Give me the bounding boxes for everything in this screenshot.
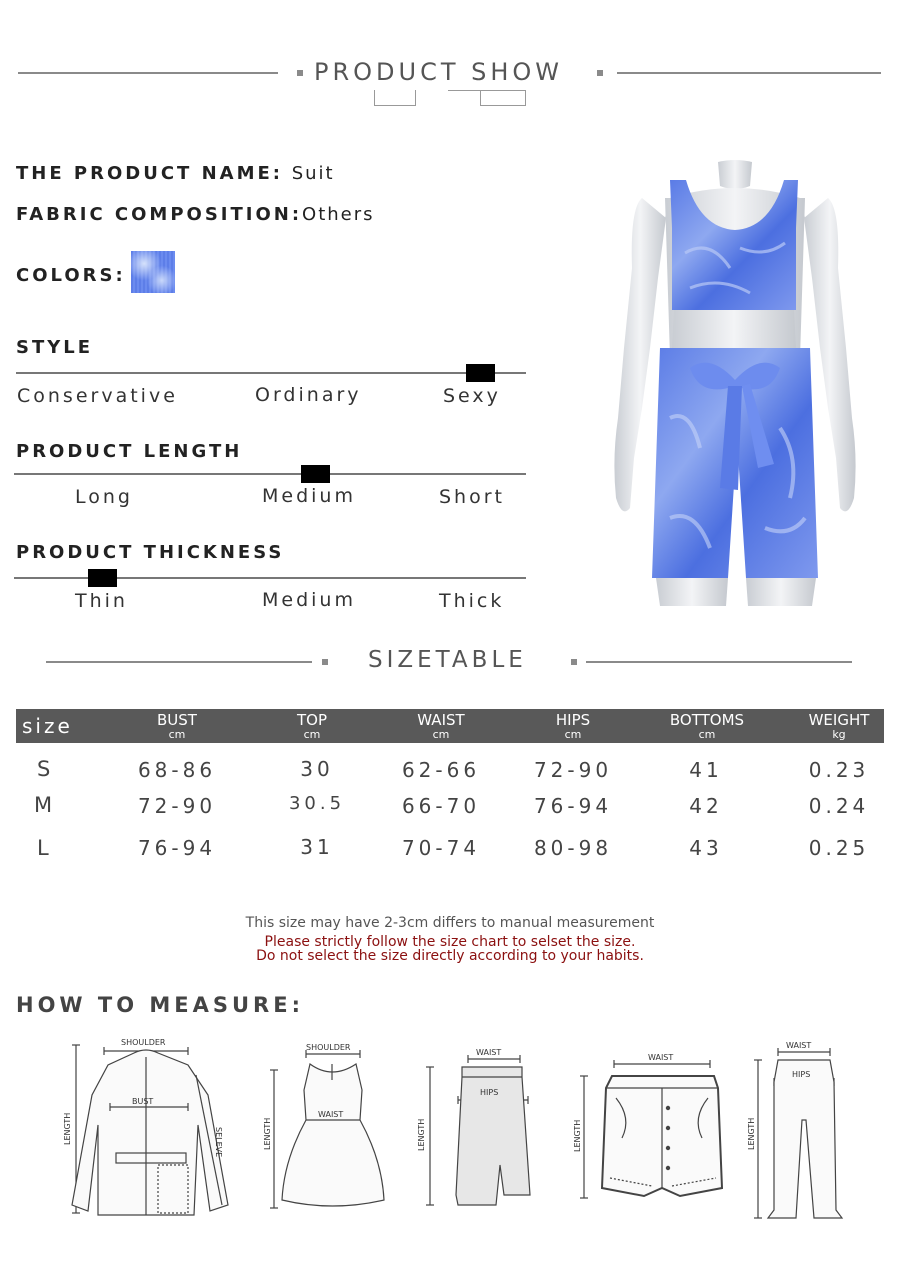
shorts-length-label: LENGTH	[573, 1119, 582, 1152]
shorts-waist-label: WAIST	[648, 1053, 674, 1062]
size-s-top: 30	[300, 757, 334, 781]
warning-note-1: Please strictly follow the size chart to selset the size.	[264, 934, 636, 950]
dress-length-label: LENGTH	[263, 1117, 272, 1150]
size-row-label-m: M	[34, 793, 53, 817]
length-label-short: Short	[439, 486, 505, 508]
colors-row	[16, 265, 126, 286]
pants-hips-label: HIPS	[792, 1070, 811, 1079]
dress-waist-label: WAIST	[318, 1110, 344, 1119]
length-label-medium: Medium	[262, 485, 356, 507]
header-dot-left	[297, 70, 303, 76]
column-header-bust-name: BUST	[157, 711, 197, 729]
column-header-top	[272, 709, 352, 741]
size-l-hips: 80-98	[533, 836, 613, 860]
size-column-header: size	[22, 714, 73, 738]
style-title: STYLE	[16, 337, 94, 358]
style-label-sexy: Sexy	[443, 385, 501, 407]
skirt-hips-label: HIPS	[480, 1088, 499, 1097]
sizetable-dot-right	[571, 659, 577, 665]
length-scale-line	[14, 473, 526, 475]
header-dot-right	[597, 70, 603, 76]
jacket-sleeve-label: SELEVE	[214, 1127, 223, 1158]
size-s-hips: 72-90	[533, 758, 613, 782]
header-deco-box-left	[374, 90, 416, 106]
fabric-row	[16, 204, 375, 225]
header-deco-line	[448, 90, 480, 91]
length-scale-marker	[301, 465, 330, 483]
jacket-length-label: LENGTH	[63, 1112, 72, 1145]
thickness-label-thick: Thick	[439, 590, 505, 612]
product-name-row	[16, 163, 335, 184]
product-show-title: PRODUCT SHOW	[314, 58, 564, 86]
skirt-measure-diagram	[412, 1045, 542, 1215]
fabric-value: Others	[302, 204, 375, 225]
size-m-top: 30.5	[288, 793, 346, 814]
jacket-bust-label: BUST	[132, 1097, 154, 1106]
column-header-bust-unit: cm	[168, 728, 186, 741]
column-header-hips-name: HIPS	[555, 711, 591, 729]
column-header-top-name: TOP	[296, 711, 327, 729]
thickness-label-thin: Thin	[75, 590, 128, 612]
column-header-bottoms	[657, 709, 757, 741]
column-header-bottoms-name: BOTTOMS	[669, 711, 745, 729]
size-row-label-s: S	[37, 757, 51, 781]
column-header-hips-unit: cm	[564, 728, 582, 741]
size-l-weight: 0.25	[808, 836, 870, 860]
size-l-bottoms: 43	[689, 836, 723, 860]
style-label-conservative: Conservative	[17, 385, 178, 407]
header-deco-box-right	[480, 90, 526, 106]
product-name-label: THE PRODUCT NAME:	[16, 163, 283, 184]
how-to-measure-title: HOW TO MEASURE:	[16, 993, 304, 1017]
skirt-length-label: LENGTH	[417, 1118, 426, 1151]
product-name-value: Suit	[291, 163, 335, 184]
color-swatch-blue-tie-dye[interactable]	[131, 251, 175, 293]
product-thickness-title: PRODUCT THICKNESS	[16, 542, 285, 563]
product-length-title: PRODUCT LENGTH	[16, 441, 243, 462]
warning-note-2: Do not select the size directly according to your habits.	[256, 948, 644, 964]
column-header-weight-unit: kg	[832, 728, 846, 741]
column-header-bust	[137, 709, 217, 741]
shorts-measure-diagram	[572, 1048, 742, 1203]
header-line-left	[18, 72, 278, 74]
size-m-bottoms: 42	[689, 794, 723, 818]
column-header-top-unit: cm	[303, 728, 321, 741]
measurement-note: This size may have 2-3cm differs to manual measurement	[245, 915, 655, 931]
size-m-bust: 72-90	[137, 794, 217, 818]
column-header-weight	[799, 709, 879, 741]
dress-shoulder-label: SHOULDER	[306, 1043, 351, 1052]
product-photo-mannequin	[600, 158, 870, 608]
style-scale-marker	[466, 364, 495, 382]
style-scale-line	[16, 372, 526, 374]
dress-measure-diagram	[262, 1040, 392, 1215]
fabric-label: FABRIC COMPOSITION:	[16, 204, 303, 225]
jacket-shoulder-label: SHOULDER	[121, 1038, 166, 1047]
size-m-weight: 0.24	[808, 794, 870, 818]
jacket-measure-diagram	[58, 1035, 238, 1220]
sizetable-line-left	[46, 661, 312, 663]
size-l-waist: 70-74	[401, 836, 481, 860]
thickness-label-medium: Medium	[262, 589, 356, 611]
length-label-long: Long	[75, 486, 133, 508]
column-header-bottoms-unit: cm	[698, 728, 716, 741]
header-line-right	[617, 72, 881, 74]
column-header-waist-unit: cm	[432, 728, 450, 741]
skirt-waist-label: WAIST	[476, 1048, 502, 1057]
sizetable-dot-left	[322, 659, 328, 665]
size-l-top: 31	[300, 835, 334, 859]
size-s-waist: 62-66	[401, 758, 481, 782]
column-header-weight-name: WEIGHT	[808, 711, 870, 729]
size-s-bust: 68-86	[137, 758, 217, 782]
column-header-waist	[401, 709, 481, 741]
size-s-weight: 0.23	[808, 758, 870, 782]
column-header-waist-name: WAIST	[417, 711, 465, 729]
colors-label: COLORS:	[16, 265, 126, 286]
thickness-scale-marker	[88, 569, 117, 587]
pants-length-label: LENGTH	[747, 1117, 756, 1150]
pants-waist-label: WAIST	[786, 1041, 812, 1050]
sizetable-title: SIZETABLE	[368, 647, 527, 673]
size-m-waist: 66-70	[401, 794, 481, 818]
size-l-bust: 76-94	[137, 836, 217, 860]
column-header-hips	[533, 709, 613, 741]
sizetable-line-right	[586, 661, 852, 663]
size-row-label-l: L	[37, 836, 49, 860]
size-m-hips: 76-94	[533, 794, 613, 818]
pants-measure-diagram	[748, 1040, 848, 1223]
size-s-bottoms: 41	[689, 758, 723, 782]
style-label-ordinary: Ordinary	[255, 384, 362, 406]
